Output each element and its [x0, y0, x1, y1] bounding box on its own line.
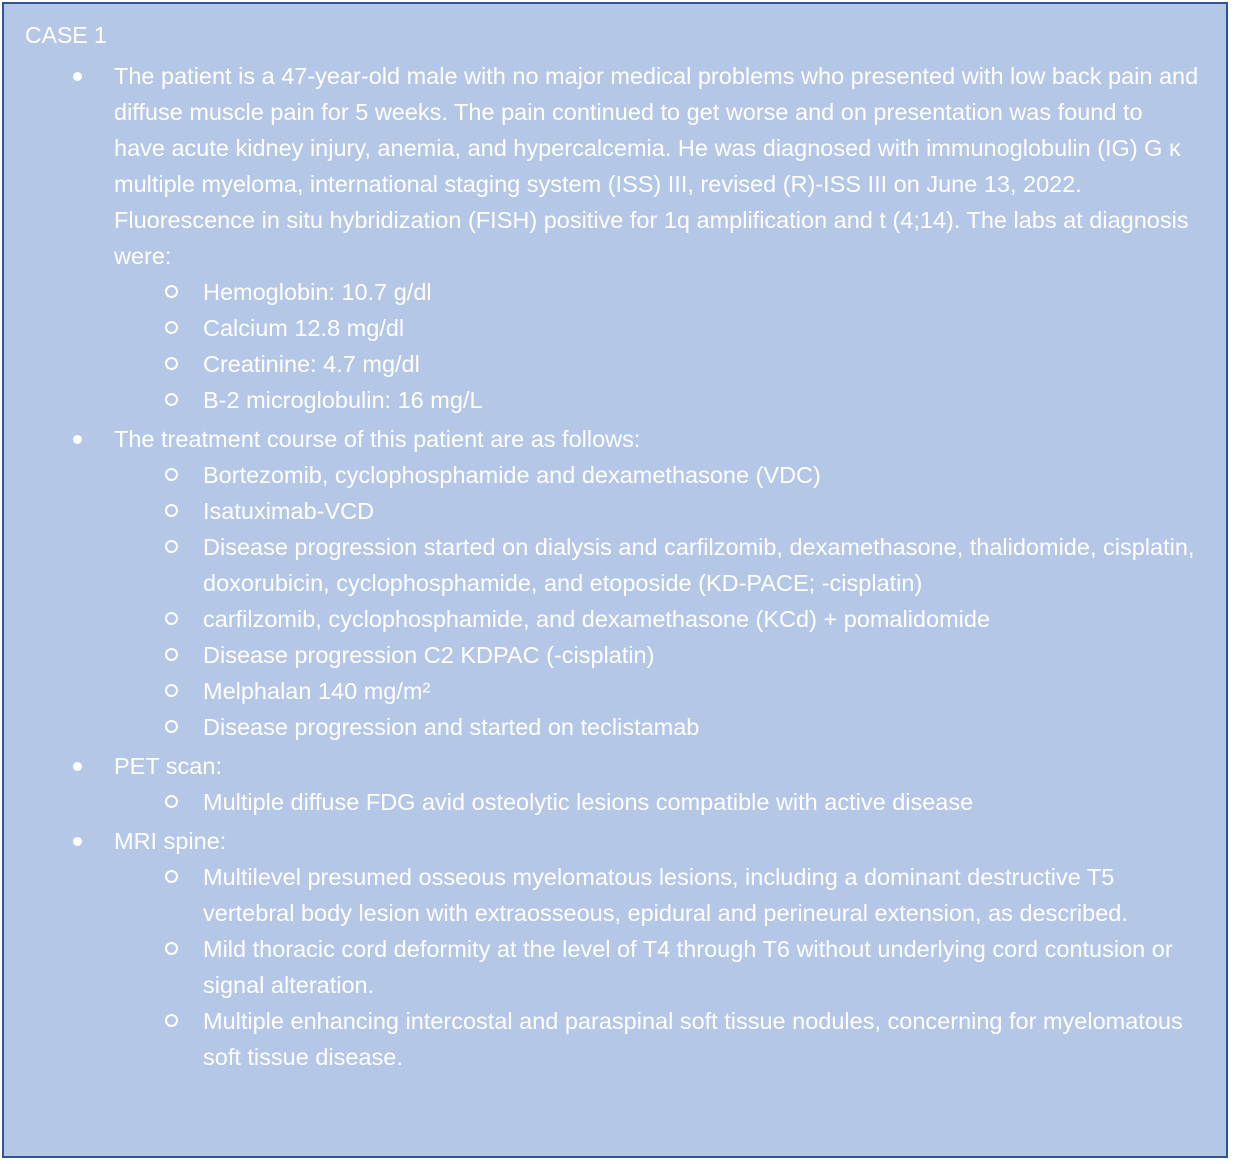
section-text: PET scan: [114, 753, 222, 779]
hollow-bullet-icon [165, 393, 178, 406]
list-item-text: Hemoglobin: 10.7 g/dl [203, 279, 432, 305]
list-item [114, 601, 1200, 637]
pet-findings-list [114, 784, 1200, 820]
list-item [114, 709, 1200, 745]
filled-bullet-icon [73, 762, 82, 771]
list-item [114, 637, 1200, 673]
hollow-bullet-icon [165, 795, 178, 808]
list-item-text: Disease progression started on dialysis and carfilzomib, dexamethasone, thalidomide, cisplatin, doxorubicin, cyclophosphamide, and etoposide (KD-PACE; -cisplatin) [203, 534, 1195, 596]
list-item-text: Multiple enhancing intercostal and paraspinal soft tissue nodules, concerning for myelomatous soft tissue disease. [203, 1008, 1183, 1070]
section-text: The treatment course of this patient are as follows: [114, 426, 641, 452]
section-history [4, 58, 1214, 418]
section-treatment [4, 421, 1214, 745]
list-item-text: Β-2 microglobulin: 16 mg/L [203, 387, 483, 413]
list-item-text: Melphalan 140 mg/m² [203, 678, 431, 704]
lab-list [114, 274, 1200, 418]
filled-bullet-icon [73, 837, 82, 846]
hollow-bullet-icon [165, 540, 178, 553]
hollow-bullet-icon [165, 612, 178, 625]
hollow-bullet-icon [165, 504, 178, 517]
section-mri-spine [4, 823, 1214, 1075]
case-box [2, 2, 1228, 1158]
list-item [114, 529, 1200, 601]
list-item [114, 310, 1200, 346]
list-item [114, 346, 1200, 382]
hollow-bullet-icon [165, 648, 178, 661]
list-item-text: Calcium 12.8 mg/dl [203, 315, 405, 341]
list-item [114, 859, 1200, 931]
list-item [114, 931, 1200, 1003]
case-title: CASE 1 [25, 22, 107, 48]
list-item-text: Creatinine: 4.7 mg/dl [203, 351, 420, 377]
hollow-bullet-icon [165, 870, 178, 883]
list-item [114, 382, 1200, 418]
list-item [114, 673, 1200, 709]
list-item-text: Multilevel presumed osseous myelomatous lesions, including a dominant destructive T5 vertebral body lesion with extraosseous, epidural and perineural extension, as described. [203, 864, 1128, 926]
list-item [114, 784, 1200, 820]
section-pet-scan [4, 748, 1214, 820]
list-item-text: Disease progression C2 KDPAC (-cisplatin) [203, 642, 655, 668]
hollow-bullet-icon [165, 357, 178, 370]
list-item-text: Mild thoracic cord deformity at the level of T4 through T6 without underlying cord contusion or signal alteration. [203, 936, 1173, 998]
filled-bullet-icon [73, 72, 82, 81]
hollow-bullet-icon [165, 720, 178, 733]
filled-bullet-icon [73, 435, 82, 444]
list-item-text: Bortezomib, cyclophosphamide and dexamethasone (VDC) [203, 462, 821, 488]
list-item-text: Disease progression and started on teclistamab [203, 714, 700, 740]
section-text: The patient is a 47-year-old male with no major medical problems who presented with low back pain and diffuse muscle pain for 5 weeks. The pain continued to get worse and on presentation was found to have acute kidney injury, anemia, and hypercalcemia. He was diagnosed with immunoglobulin (IG) G κ multiple myeloma, international staging system (ISS) III, revised (R)-ISS III on June 13, 2022. Fluorescence in situ hybridization (FISH) positive for 1q amplification and t (4;14). The labs at diagnosis were: [114, 63, 1199, 269]
list-item [114, 274, 1200, 310]
treatment-list [114, 457, 1200, 745]
hollow-bullet-icon [165, 285, 178, 298]
list-item-text: Isatuximab-VCD [203, 498, 375, 524]
list-item [114, 457, 1200, 493]
list-item-text: Multiple diffuse FDG avid osteolytic lesions compatible with active disease [203, 789, 974, 815]
hollow-bullet-icon [165, 321, 178, 334]
hollow-bullet-icon [165, 684, 178, 697]
hollow-bullet-icon [165, 468, 178, 481]
section-text: MRI spine: [114, 828, 227, 854]
case-outline [4, 58, 1214, 1078]
list-item [114, 493, 1200, 529]
mri-findings-list [114, 859, 1200, 1075]
list-item [114, 1003, 1200, 1075]
hollow-bullet-icon [165, 1014, 178, 1027]
list-item-text: carfilzomib, cyclophosphamide, and dexamethasone (KCd) + pomalidomide [203, 606, 991, 632]
hollow-bullet-icon [165, 942, 178, 955]
